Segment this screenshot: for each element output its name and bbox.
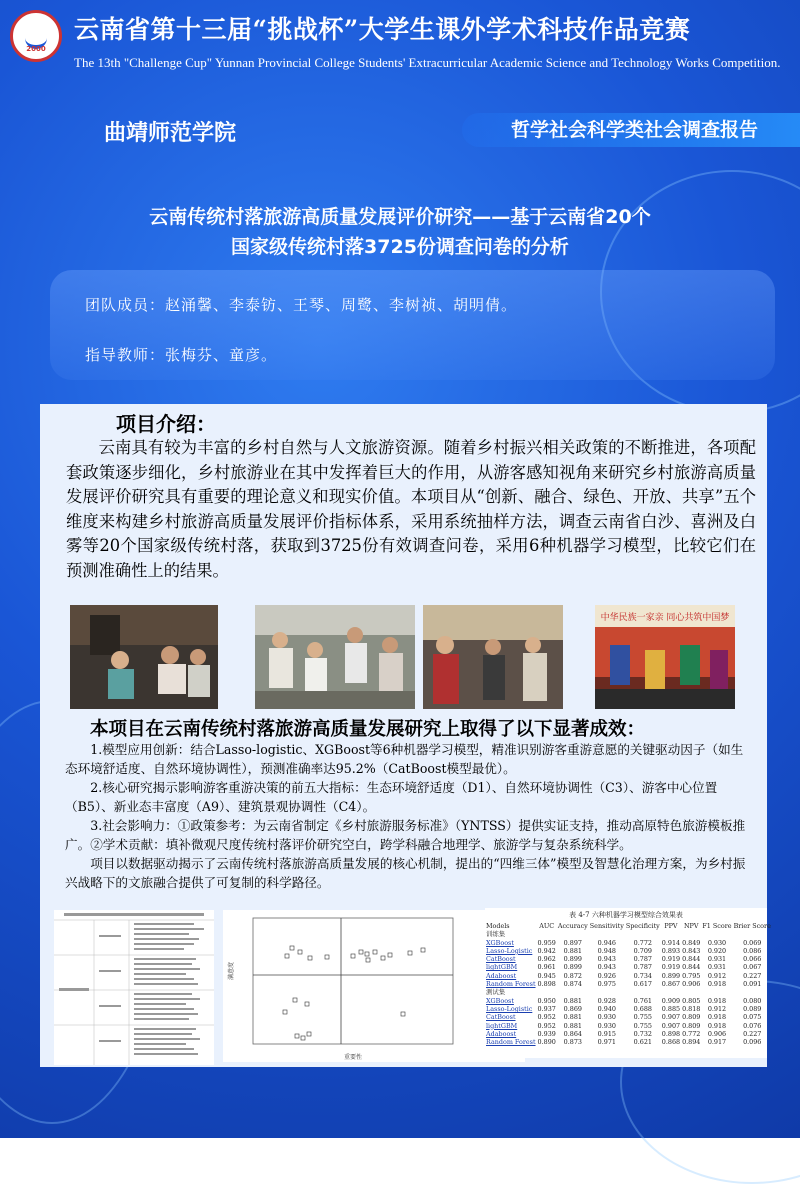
metric-cell: 0.874 bbox=[563, 980, 582, 989]
indicator-system-table-figure bbox=[54, 910, 214, 1065]
metric-cell: 0.809 bbox=[682, 1013, 701, 1022]
metric-cell: 0.899 bbox=[661, 971, 681, 980]
metric-cell: 0.734 bbox=[633, 971, 652, 980]
table-group-label: 测试集 bbox=[486, 988, 506, 997]
table-header-cell: NPV bbox=[683, 922, 699, 930]
project-title-line-2: 国家级传统村落3725份调查问卷的分析 bbox=[231, 236, 569, 258]
metric-cell: 0.930 bbox=[597, 1013, 616, 1022]
metric-cell: 0.906 bbox=[682, 980, 701, 989]
metric-cell: 0.930 bbox=[597, 1021, 616, 1030]
metric-cell: 0.914 bbox=[661, 938, 681, 947]
metric-cell: 0.809 bbox=[682, 1021, 701, 1030]
metric-cell: 0.931 bbox=[707, 963, 727, 972]
metric-cell: 0.885 bbox=[661, 1004, 681, 1013]
table-header-cell: Accuracy bbox=[557, 922, 588, 930]
metric-cell: 0.962 bbox=[537, 955, 556, 964]
metric-cell: 0.937 bbox=[537, 1004, 556, 1013]
metric-cell: 0.959 bbox=[537, 938, 556, 947]
table-row bbox=[485, 1022, 772, 1030]
metric-cell: 0.066 bbox=[743, 955, 762, 964]
metric-cell: 0.950 bbox=[537, 996, 556, 1005]
metric-cell: 0.227 bbox=[743, 971, 762, 980]
table-row bbox=[485, 1013, 772, 1021]
table-group-label: 训练集 bbox=[486, 930, 506, 939]
table-group-row bbox=[485, 930, 772, 938]
project-title-line-1: 云南传统村落旅游高质量发展评价研究——基于云南省20个 bbox=[149, 206, 651, 228]
metric-cell: 0.943 bbox=[597, 963, 616, 972]
metric-cell: 0.918 bbox=[707, 1013, 727, 1022]
table-header-row bbox=[485, 922, 772, 930]
metric-cell: 0.906 bbox=[707, 1029, 727, 1038]
model-name-cell: CatBoost bbox=[486, 955, 516, 964]
metric-cell: 0.894 bbox=[682, 1038, 701, 1047]
metric-cell: 0.975 bbox=[597, 980, 616, 989]
metric-cell: 0.787 bbox=[633, 955, 652, 964]
table-row bbox=[485, 963, 772, 971]
metric-cell: 0.089 bbox=[743, 1004, 762, 1013]
category-banner: 哲学社会科学类社会调查报告 bbox=[462, 113, 800, 147]
metric-cell: 0.795 bbox=[682, 971, 701, 980]
metric-cell: 0.893 bbox=[661, 946, 681, 955]
team-advisors: 指导教师：张梅芬、童彦。 bbox=[85, 346, 278, 364]
metric-cell: 0.805 bbox=[682, 996, 701, 1005]
metric-cell: 0.080 bbox=[743, 996, 762, 1005]
metric-cell: 0.917 bbox=[707, 1038, 727, 1047]
metric-cell: 0.961 bbox=[537, 963, 556, 972]
metric-cell: 0.899 bbox=[563, 963, 582, 972]
metric-cell: 0.907 bbox=[661, 1021, 681, 1030]
metric-cell: 0.920 bbox=[707, 946, 727, 955]
table-header-cell: Specificity bbox=[625, 922, 660, 930]
metric-cell: 0.761 bbox=[633, 996, 652, 1005]
metric-cell: 0.617 bbox=[633, 980, 652, 989]
table-row bbox=[485, 1030, 772, 1038]
metric-cell: 0.873 bbox=[563, 1038, 582, 1047]
table-header-cell: Models bbox=[486, 922, 510, 930]
model-name-cell: lightGBM bbox=[486, 1021, 518, 1030]
metric-cell: 0.732 bbox=[633, 1029, 652, 1038]
team-panel bbox=[50, 270, 775, 380]
metric-cell: 0.945 bbox=[537, 971, 556, 980]
table-header-cell: Brier Score bbox=[733, 922, 771, 930]
model-name-cell: Lasso-Logistic bbox=[486, 946, 533, 955]
metric-cell: 0.076 bbox=[743, 1021, 762, 1030]
metric-cell: 0.946 bbox=[597, 938, 616, 947]
metric-cell: 0.940 bbox=[597, 1004, 616, 1013]
metric-cell: 0.096 bbox=[743, 1038, 762, 1047]
result-item-3: 3.社会影响力：①政策参考：为云南省制定《乡村旅游服务标准》（YNTSS）提供实证支持，推动高原特色旅游模板推广。②学术贡献：填补微观尺度传统村落评价研究空白，跨学科融合地理学、旅游学与复杂系统科学。 bbox=[65, 818, 746, 852]
table-caption: 表 4-7 六种机器学习模型综合效果表 bbox=[569, 911, 683, 919]
metric-cell: 0.818 bbox=[682, 1004, 701, 1013]
metric-cell: 0.844 bbox=[682, 955, 701, 964]
metric-cell: 0.843 bbox=[682, 946, 701, 955]
competition-title-en: The 13th "Challenge Cup" Yunnan Provincial College Students' Extracurricular Academic Science and Technology Works Competition. bbox=[74, 55, 781, 70]
metric-cell: 0.227 bbox=[743, 1029, 762, 1038]
metric-cell: 0.091 bbox=[743, 980, 762, 989]
model-name-cell: Random Forest bbox=[486, 980, 536, 989]
metric-cell: 0.755 bbox=[633, 1021, 652, 1030]
model-name-cell: Lasso-Logistic bbox=[486, 1004, 533, 1013]
scatter-x-label: 重要性 bbox=[343, 1054, 363, 1061]
table-row bbox=[485, 947, 772, 955]
metric-cell: 0.939 bbox=[537, 1029, 556, 1038]
metric-cell: 0.907 bbox=[661, 1013, 681, 1022]
metric-cell: 0.952 bbox=[537, 1021, 556, 1030]
intro-heading: 项目介绍： bbox=[116, 412, 216, 436]
metric-cell: 0.881 bbox=[563, 1021, 582, 1030]
metric-cell: 0.844 bbox=[682, 963, 701, 972]
photo-banner-text: 中华民族一家亲 同心共筑中国梦 bbox=[600, 613, 730, 623]
metric-cell: 0.930 bbox=[707, 938, 727, 947]
metric-cell: 0.898 bbox=[537, 980, 556, 989]
metric-cell: 0.621 bbox=[633, 1038, 652, 1047]
metric-cell: 0.890 bbox=[537, 1038, 556, 1047]
result-item-1: 1.模型应用创新：结合Lasso-logistic、XGBoost等6种机器学习模型，精准识别游客重游意愿的关键驱动因子（如生态环境舒适度、自然环境协调性），预测准确率达95.2%（CatBoost模型最优）。 bbox=[65, 742, 744, 776]
metric-cell: 0.942 bbox=[537, 946, 556, 955]
results-heading: 本项目在云南传统村落旅游高质量发展研究上取得了以下显著成效： bbox=[90, 719, 646, 740]
metric-cell: 0.912 bbox=[707, 1004, 727, 1013]
results-list bbox=[65, 740, 755, 892]
metric-cell: 0.075 bbox=[743, 1013, 762, 1022]
metric-cell: 0.909 bbox=[661, 996, 681, 1005]
table-row bbox=[485, 972, 772, 980]
metric-cell: 0.971 bbox=[597, 1038, 616, 1047]
metric-cell: 0.869 bbox=[563, 1004, 582, 1013]
metric-cell: 0.709 bbox=[633, 946, 652, 955]
metric-cell: 0.772 bbox=[633, 938, 652, 947]
metric-cell: 0.918 bbox=[707, 980, 727, 989]
table-row bbox=[485, 1005, 772, 1013]
result-summary: 项目以数据驱动揭示了云南传统村落旅游高质量发展的核心机制，提出的“四维三体”模型及智慧化治理方案，为乡村振兴战略下的文旅融合提供了可复制的科学路径。 bbox=[65, 856, 746, 890]
model-name-cell: CatBoost bbox=[486, 1013, 516, 1022]
metric-cell: 0.897 bbox=[563, 938, 582, 947]
competition-title-cn: 云南省第十三届“挑战杯”大学生课外学术科技作品竞赛 bbox=[74, 15, 691, 44]
table-header-cell: F1 Score bbox=[702, 922, 732, 930]
field-photo-2 bbox=[255, 605, 415, 709]
intro-text: 云南具有较为丰富的乡村自然与人文旅游资源。随着乡村振兴相关政策的不断推进，各项配套政策逐步细化，乡村旅游业在其中发挥着巨大的作用，从游客感知视角来研究乡村旅游高质量发展评价研究具有重要的理论意义和现实价值。本项目从“创新、融合、绿色、开放、共享”五个维度来构建乡村旅游高质量发展评价指标体系，采用系统抽样方法，调查云南省白沙、喜洲及白雾等20个国家级传统村落，获取到3725份有效调查问卷，采用6种机器学习模型，比较它们在预测准确性上的结果。 bbox=[66, 438, 756, 580]
field-photo-4 bbox=[595, 605, 735, 709]
table-row bbox=[485, 980, 772, 988]
metric-cell: 0.688 bbox=[633, 1004, 652, 1013]
project-title bbox=[60, 202, 740, 262]
metric-cell: 0.943 bbox=[597, 955, 616, 964]
metric-cell: 0.912 bbox=[707, 971, 727, 980]
table-group-row bbox=[485, 988, 772, 996]
table-row bbox=[485, 1038, 772, 1046]
metric-cell: 0.952 bbox=[537, 1013, 556, 1022]
model-name-cell: Adaboost bbox=[486, 971, 517, 980]
metric-cell: 0.918 bbox=[707, 996, 727, 1005]
model-name-cell: Adaboost bbox=[486, 1029, 517, 1038]
metric-cell: 0.881 bbox=[563, 1013, 582, 1022]
metric-cell: 0.899 bbox=[563, 955, 582, 964]
table-row bbox=[485, 955, 772, 963]
table-header-cell: PPV bbox=[664, 922, 678, 930]
metric-cell: 0.067 bbox=[743, 963, 762, 972]
metric-cell: 0.881 bbox=[563, 946, 582, 955]
metric-cell: 0.755 bbox=[633, 1013, 652, 1022]
model-name-cell: XGBoost bbox=[486, 996, 514, 1005]
metric-cell: 0.931 bbox=[707, 955, 727, 964]
model-name-cell: lightGBM bbox=[486, 963, 518, 972]
metric-cell: 0.948 bbox=[597, 946, 616, 955]
metric-cell: 0.898 bbox=[661, 1029, 681, 1038]
model-comparison-table-figure bbox=[485, 908, 771, 1058]
content-panel bbox=[40, 404, 771, 1067]
metric-cell: 0.772 bbox=[682, 1029, 701, 1038]
model-name-cell: Random Forest bbox=[486, 1038, 536, 1047]
field-photo-1 bbox=[70, 605, 218, 709]
model-name-cell: XGBoost bbox=[486, 938, 514, 947]
metric-cell: 0.069 bbox=[743, 938, 762, 947]
metric-cell: 0.864 bbox=[563, 1029, 582, 1038]
metric-cell: 0.926 bbox=[597, 971, 616, 980]
ipa-scatter-figure bbox=[223, 910, 525, 1062]
table-header-cell: AUC bbox=[539, 922, 555, 930]
metric-cell: 0.919 bbox=[661, 963, 681, 972]
metric-cell: 0.881 bbox=[563, 996, 582, 1005]
metric-cell: 0.928 bbox=[597, 996, 616, 1005]
metric-cell: 0.787 bbox=[633, 963, 652, 972]
metric-cell: 0.918 bbox=[707, 1021, 727, 1030]
metric-cell: 0.867 bbox=[661, 980, 681, 989]
metric-cell: 0.849 bbox=[682, 938, 701, 947]
team-members: 团队成员：赵涌馨、李泰钫、王琴、周鹭、李树祯、胡明倩。 bbox=[85, 296, 518, 314]
field-photo-3 bbox=[423, 605, 563, 709]
school-name: 曲靖师范学院 bbox=[104, 120, 237, 146]
metric-cell: 0.086 bbox=[743, 946, 762, 955]
university-logo: 2000 bbox=[10, 10, 62, 62]
metric-cell: 0.915 bbox=[597, 1029, 616, 1038]
result-item-2: 2.核心研究揭示影响游客重游决策的前五大指标：生态环境舒适度（D1）、自然环境协调性（C3）、游客中心位置（B5）、新业态丰富度（A9）、建筑景观协调性（C4）。 bbox=[65, 780, 718, 814]
metric-cell: 0.872 bbox=[563, 971, 582, 980]
metric-cell: 0.868 bbox=[661, 1038, 681, 1047]
table-row bbox=[485, 939, 772, 947]
metric-cell: 0.919 bbox=[661, 955, 681, 964]
scatter-y-label: 满意度 bbox=[228, 961, 235, 980]
model-comparison-table bbox=[485, 922, 772, 1046]
table-row bbox=[485, 997, 772, 1005]
table-header-cell: Sensitivity bbox=[589, 922, 624, 930]
